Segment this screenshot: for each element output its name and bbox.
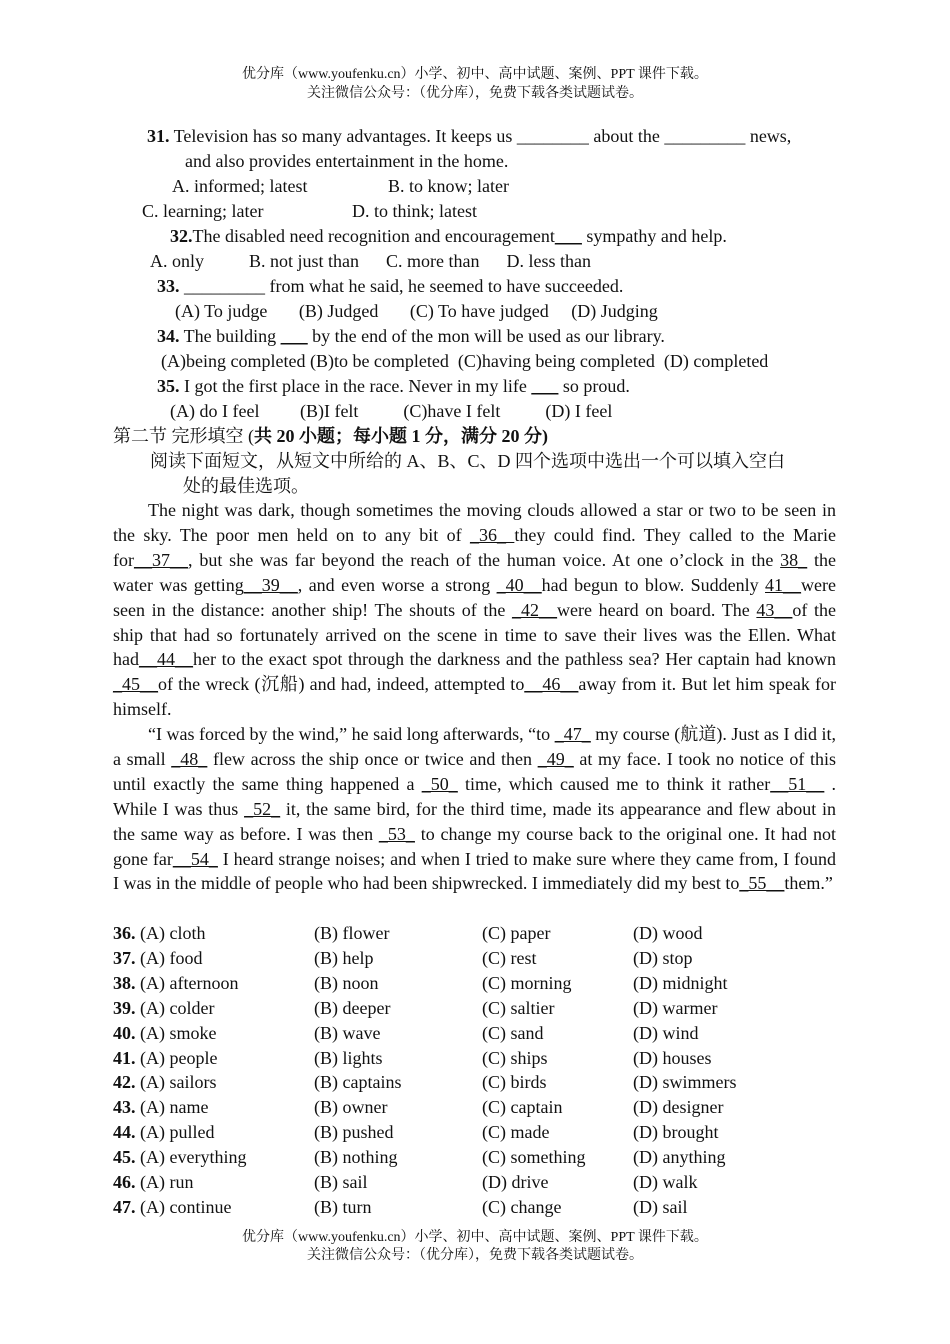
option-b: (B) deeper (314, 997, 391, 1018)
option-row-b (314, 1145, 398, 1169)
option-a: (A) colder (135, 997, 215, 1018)
cloze-blank: _45__ (113, 674, 158, 695)
question-34-options: (A)being completed (B)to be completed (C)having being completed (D) completed (161, 351, 769, 371)
passage-text: were seen in the distance: another ship! The shouts of the (113, 574, 836, 620)
section-instructions-cont: 处的最佳选项。 (183, 476, 309, 496)
option-number: 45. (113, 1147, 136, 1168)
option-row-b (314, 996, 390, 1020)
option-b: (B) nothing (314, 1147, 398, 1168)
option-row-c (482, 1046, 548, 1070)
option-row-d (633, 1170, 697, 1194)
option-row-d (633, 996, 717, 1020)
option-a: (A) continue (135, 1196, 232, 1217)
option-row-a (113, 921, 205, 945)
passage-text: they could find. They called to the Marie for (113, 524, 837, 570)
passage-text: of the wreck (沉船) and had, indeed, attempted to (158, 674, 525, 695)
passage-text: The night was dark, though sometimes the moving clouds allowed a star or two to be seen in the sky. The poor men held on to any bit of (113, 500, 836, 545)
option-number: 41. (113, 1047, 136, 1068)
footer-line-2: 关注微信公众号：（优分库），免费下载各类试题试卷。 (307, 1248, 643, 1263)
question-text: I got the first place in the race. Never in my life (179, 376, 532, 396)
cloze-blank: __51__ (770, 773, 825, 794)
section-title (113, 424, 548, 448)
passage-text: had begun to blow. Suddenly (541, 574, 766, 595)
option-row-a (113, 1170, 193, 1194)
option-d: (D) brought (633, 1122, 719, 1143)
option-row-d (633, 921, 703, 945)
option-row-a (113, 1095, 208, 1119)
option-row-c (482, 1095, 562, 1119)
question-33-options: (A) To judge (B) Judged (C) To have judged (D) Judging (175, 301, 658, 321)
header-line-2: 关注微信公众号：（优分库），免费下载各类试题试卷。 (307, 86, 643, 101)
option-row-b (314, 921, 389, 945)
passage-text: it, the same bird, for the third time, made its appearance and flew about in the same way as before. I was then (113, 798, 836, 844)
passage-text: flew across the ship once or twice and then (207, 748, 538, 769)
question-31-stem (147, 124, 791, 148)
option-c: (C) change (482, 1196, 562, 1217)
answer-blank: ___ (554, 226, 582, 246)
option-b: (B) help (314, 947, 374, 968)
option-a: (A) everything (135, 1147, 247, 1168)
cloze-blank: _50_ (421, 773, 458, 794)
option-c: (D) drive (482, 1172, 549, 1192)
option-row-c (482, 1021, 544, 1045)
passage-text: the water was getting (113, 549, 836, 595)
option-row-d (633, 1021, 699, 1045)
option-row-a (113, 996, 214, 1020)
cloze-blank: _55__ (739, 873, 785, 894)
question-text: Television has so many advantages. It keeps us ________ about the _________ news, (169, 126, 792, 146)
cloze-blank: 41__ (765, 574, 802, 595)
cloze-blank: _48_ (171, 748, 208, 769)
passage-text: away from it. But let him speak for himself. (113, 674, 837, 720)
option-row-c (482, 996, 554, 1020)
option-row-c (482, 1170, 548, 1194)
option-d: (D) wood (633, 923, 703, 943)
passage-text: at my face. I took no notice of this until exactly the same thing happened a (113, 748, 836, 794)
option-a: (A) people (135, 1047, 218, 1068)
option-row-b (314, 1195, 372, 1219)
option-row-c (482, 1120, 549, 1144)
option-d: (D) midnight (633, 972, 728, 993)
option-row-a (113, 1070, 216, 1094)
passage-text: them.” (784, 873, 833, 894)
option-number: 40. (113, 1022, 136, 1043)
passage-text: I heard strange noises; and when I tried to make sure where they came from, I found I was in the middle of people who had been shipwrecked. I immediately did my best to (113, 848, 836, 894)
section-title-prefix: 第二节 完形填空 ( (113, 426, 254, 446)
option-a: (A) name (135, 1097, 209, 1118)
question-35-options: (A) do I feel (B)I felt (C)have I felt (D) I feel (170, 401, 613, 421)
option-row-c (482, 921, 550, 945)
option-row-c (482, 1145, 586, 1169)
option-d: (D) anything (633, 1147, 726, 1168)
option-row-d (633, 946, 693, 970)
footer-line-1: 优分库（www.youfenku.cn）小学、初中、高中试题、案例、PPT 课件下载。 (242, 1230, 708, 1245)
option-d: (D) stop (633, 947, 693, 968)
option-b: (B) owner (314, 1097, 388, 1118)
question-number: 35. (157, 376, 180, 396)
option-b: (B) sail (314, 1172, 368, 1192)
option-b: (B) wave (314, 1022, 381, 1043)
cloze-blank: _47_ (554, 724, 591, 744)
option-b: (B) turn (314, 1196, 372, 1217)
section-title-rules: 共 20 小题；每小题 1 分，满分 20 分) (254, 426, 548, 446)
option-row-a (113, 946, 202, 970)
header-line-1: 优分库（www.youfenku.cn）小学、初中、高中试题、案例、PPT 课件下载。 (242, 67, 708, 82)
option-number: 43. (113, 1097, 136, 1118)
question-number: 31. (147, 126, 170, 146)
option-c: (C) sand (482, 1022, 544, 1043)
option-row-d (633, 1145, 725, 1169)
option-a: (A) sailors (135, 1072, 217, 1093)
option-d: (D) walk (633, 1172, 698, 1192)
option-row-b (314, 1046, 383, 1070)
option-number: 47. (113, 1196, 136, 1217)
passage-text: time, which caused me to think it rather (457, 773, 771, 794)
option-b: (B) captains (314, 1072, 402, 1093)
option-c: (C) morning (482, 972, 572, 993)
option-c: (C) saltier (482, 997, 555, 1018)
cloze-blank: __39__ (243, 574, 298, 595)
option-a: (A) pulled (135, 1122, 215, 1143)
option-c: (C) ships (482, 1047, 548, 1068)
option-number: 39. (113, 997, 136, 1018)
option-row-d (633, 971, 728, 995)
question-31-stem-cont: and also provides entertainment in the home. (185, 151, 509, 171)
passage-text: , but she was far beyond the reach of the human voice. At one o’clock in the (188, 549, 781, 570)
option-row-a (113, 1145, 246, 1169)
question-31-option-c: C. learning; later (142, 201, 264, 221)
cloze-blank: __44__ (139, 649, 193, 670)
option-row-c (482, 1070, 547, 1094)
option-number: 42. (113, 1072, 136, 1093)
option-d: (D) warmer (633, 997, 718, 1018)
option-c: (C) rest (482, 947, 537, 968)
cloze-blank: _49_ (537, 748, 574, 769)
question-32-stem (170, 224, 727, 248)
option-row-c (482, 971, 572, 995)
passage-text: my course (航道). Just as I did it, a small (113, 724, 837, 769)
option-row-d (633, 1046, 712, 1070)
option-row-b (314, 1170, 368, 1194)
passage-paragraph-1 (113, 498, 836, 722)
option-row-b (314, 971, 379, 995)
option-number: 36. (113, 923, 136, 943)
cloze-blank: _36_ (469, 524, 515, 545)
question-32-options: A. only B. not just than C. more than D. less than (150, 251, 591, 271)
option-a: (A) afternoon (135, 972, 239, 993)
option-a: (A) smoke (135, 1022, 217, 1043)
cloze-blank: __54_ (172, 848, 218, 869)
question-31-option-d: D. to think; latest (352, 201, 477, 221)
option-d: (D) sail (633, 1196, 688, 1217)
option-row-a (113, 1046, 217, 1070)
option-b: (B) pushed (314, 1122, 394, 1143)
passage-text: . While I was thus (113, 773, 837, 819)
passage-text: , and even worse a strong (297, 574, 497, 595)
answer-blank: ___ (280, 326, 308, 346)
option-row-d (633, 1095, 723, 1119)
cloze-blank: _42__ (512, 599, 558, 620)
option-b: (B) flower (314, 923, 390, 943)
option-number: 38. (113, 972, 136, 993)
cloze-blank: _53_ (378, 823, 415, 844)
option-row-b (314, 1095, 387, 1119)
passage-text: “I was forced by the wind,” he said long afterwards, “to (148, 724, 555, 744)
option-row-c (482, 1195, 561, 1219)
option-row-b (314, 946, 373, 970)
cloze-blank: 43__ (756, 599, 793, 620)
option-c: (C) birds (482, 1072, 547, 1093)
option-row-c (482, 946, 536, 970)
option-row-a (113, 1021, 216, 1045)
option-row-b (314, 1120, 394, 1144)
option-c: (C) something (482, 1147, 586, 1168)
option-d: (D) swimmers (633, 1072, 737, 1093)
question-text: sympathy and help. (581, 226, 727, 246)
question-text: The building (179, 326, 281, 346)
option-d: (D) designer (633, 1097, 724, 1118)
question-text: The disabled need recognition and encouragement (192, 226, 555, 246)
option-number: 37. (113, 947, 136, 968)
answer-blank: ___ (531, 376, 559, 396)
option-row-a (113, 1195, 231, 1219)
question-33-stem (157, 274, 623, 298)
passage-text: were heard on board. The (557, 599, 757, 620)
option-c: (C) paper (482, 923, 551, 943)
cloze-blank: 38_ (780, 549, 808, 570)
passage-paragraph-2 (113, 722, 836, 896)
question-text: by the end of the mon will be used as our library. (307, 326, 665, 346)
passage-text: of the ship that had so fortunately arrived on the scene in time to save their lives was the Ellen. What had (113, 599, 837, 670)
option-row-b (314, 1021, 380, 1045)
option-row-d (633, 1070, 736, 1094)
option-d: (D) houses (633, 1047, 712, 1068)
question-number: 33. (157, 276, 180, 296)
cloze-blank: _52_ (244, 798, 281, 819)
option-row-d (633, 1120, 718, 1144)
option-a: (A) run (135, 1172, 194, 1192)
option-a: (A) food (135, 947, 203, 968)
option-d: (D) wind (633, 1022, 699, 1043)
cloze-blank: _40__ (496, 574, 542, 595)
option-row-d (633, 1195, 687, 1219)
option-row-a (113, 971, 238, 995)
option-number: 44. (113, 1122, 136, 1143)
option-a: (A) cloth (135, 923, 206, 943)
option-c: (C) captain (482, 1097, 563, 1118)
question-31-option-a: A. informed; latest (172, 176, 308, 196)
passage-text: her to the exact spot through the darkness and the pathless sea? Her captain had known (193, 649, 836, 670)
question-text: so proud. (558, 376, 630, 396)
passage-text: to change my course back to the original one. It had not gone far (113, 823, 836, 869)
option-row-a (113, 1120, 214, 1144)
question-text: _________ from what he said, he seemed to have succeeded. (179, 276, 624, 296)
option-number: 46. (113, 1172, 136, 1192)
question-34-stem (157, 324, 665, 348)
question-number: 32. (170, 226, 193, 246)
question-31-option-b: B. to know; later (388, 176, 509, 196)
question-number: 34. (157, 326, 180, 346)
option-b: (B) noon (314, 972, 379, 993)
question-35-stem (157, 374, 630, 398)
section-instructions: 阅读下面短文，从短文中所给的 A、B、C、D 四个选项中选出一个可以填入空白 (150, 451, 786, 471)
option-c: (C) made (482, 1122, 550, 1143)
option-row-b (314, 1070, 401, 1094)
cloze-blank: __37__ (134, 549, 188, 570)
cloze-blank: __46__ (524, 674, 579, 695)
option-b: (B) lights (314, 1047, 383, 1068)
